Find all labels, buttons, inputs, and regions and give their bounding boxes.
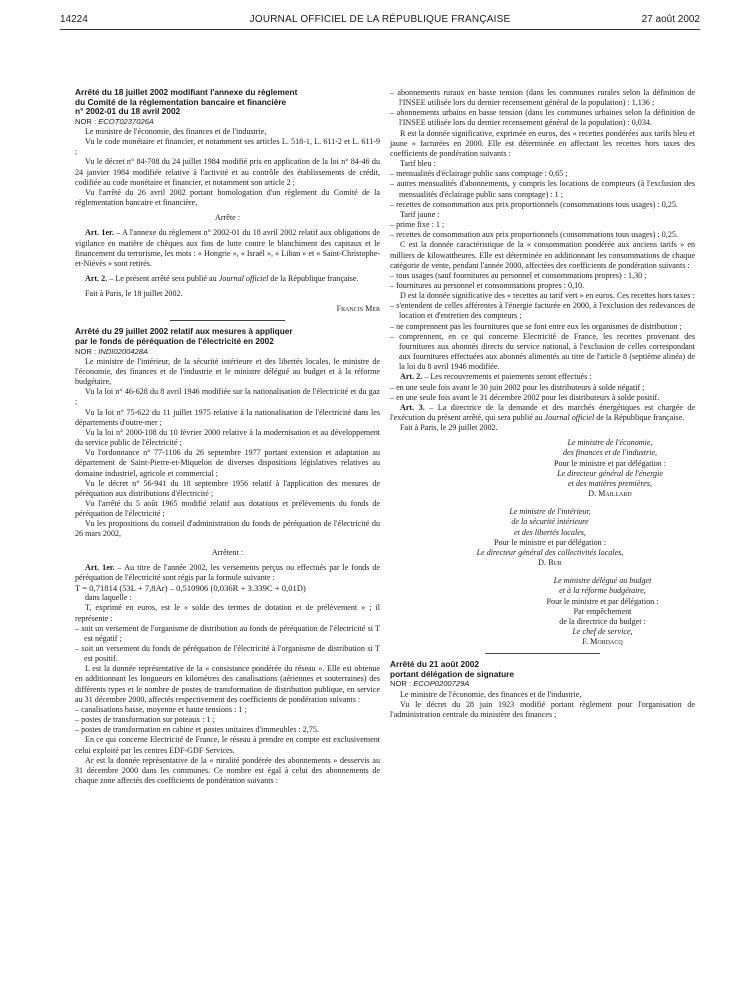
- decree-3: [390, 660, 695, 720]
- journal-title: JOURNAL OFFICIEL DE LA RÉPUBLIQUE FRANÇAISE: [249, 14, 511, 25]
- decree-2-article-3: Art. 3. – La directrice de la demande et des marchés énergétiques est chargée de l'exécution du présent arrêté, qui sera publié au Journal officiel de la République française.: [390, 402, 695, 422]
- decree-2-fait: Fait à Paris, le 29 juillet 2002.: [400, 423, 498, 433]
- article-2-bullet: – en une seule fois avant le 31 décembre 2002 pour les distributeurs à solde positif.: [390, 392, 660, 402]
- decree-2-visa: Vu la loi n° 2000-108 du 10 février 2000 relative à la modernisation et au développement du service public de l'électricité ;: [75, 427, 380, 448]
- decree-1: [75, 88, 380, 314]
- decree-2-visa: Vu les propositions du conseil d'administration du fonds de péréquation de l'électricité du 26 mars 2002,: [75, 519, 380, 539]
- l-definition: L est la donnée représentative de la « consistance pondérée du réseau ». Elle est obtenue en additionnant les longueurs en kilomètres des canalisations (aériennes et souterraines) des différents types et le nombre de postes de transformation de distribution publique, en service au 31 décembre 2000, affectés respectivement des coefficients de pondération suivants :: [75, 664, 380, 704]
- decree-3-title-line-2: portant délégation de signature: [390, 668, 515, 679]
- right-column: [390, 88, 695, 720]
- l-bullet: – canalisations basse, moyenne et haute tensions : 1 ;: [75, 704, 247, 714]
- decree-1-nor: NOR : ECOT0237026A: [75, 116, 154, 126]
- ar-bullet: – abonnements ruraux en basse tension (dans les communes rurales selon la définition de l'INSEE utilisée lors du dernier recensement général de la population) : 1,136 ;: [390, 88, 695, 108]
- decree-1-article-1: Art. 1er. – A l'annexe du règlement n° 2002-01 du 18 avril 2002 relatif aux obligations de vigilance en matière de chèques aux fins de lutte contre le blanchiment des capitaux et le financement du terrorisme, les mots : « Hongrie », « Israël », « Liban » et « Saint-Christophe-et-Niévès » sont retirés.: [75, 228, 380, 268]
- page-header: [60, 14, 700, 28]
- tarif-bleu-bullet: – autres mensualités d'abonnements, y compris les locations de compteurs (à l'exclusion des mensualités d'éclairage public sans comptage) : 1 ;: [390, 179, 695, 199]
- edf-note: En ce qui concerne Electricité de France, le réseau à prendre en compte est exclusivement celui exploité par les centres EDF-GDF Services.: [75, 735, 380, 755]
- decree-2-preamble: Le ministre de l'intérieur, de la sécurité intérieure et des libertés locales, le ministre de l'économie, des finances et de l'industrie et le ministre délégué au budget et à la réforme budgétaire,: [75, 356, 380, 387]
- decree-2-visa: Vu la loi n° 46-628 du 8 avril 1946 modifiée sur la nationalisation de l'électricité et du gaz ;: [75, 387, 380, 407]
- decree-2-title-line-1: Arrêté du 29 juillet 2002 relatif aux mesures à appliquer: [75, 326, 293, 337]
- d-bullet: – s'entendent de celles afférentes à l'énergie facturée en 2000, à l'exclusion des redevances de location et d'entretien des compteurs ;: [390, 301, 695, 321]
- decree-1-title-line-1: Arrêté du 18 juillet 2002 modifiant l'annexe du règlement: [75, 87, 298, 97]
- signature-block-interieur: Le ministre de l'intérieur, de la sécurité intérieure et des libertés locales, Pour le ministre et par délégation : Le directeur général des collectivités locales, D. Bur: [390, 507, 695, 568]
- decree-2-article-1: Art. 1er. – Au titre de l'année 2002, les versements perçus ou effectués par le fonds de péréquation de l'électricité sont régis par la formule suivante :: [75, 562, 380, 582]
- t-bullet: – soit un versement du fonds de péréquation de l'électricité à l'organisme de distribution si T est positif.: [75, 644, 380, 664]
- t-bullet: – soit un versement de l'organisme de distribution au fonds de péréquation de l'électricité si T est négatif ;: [75, 623, 380, 643]
- decree-2-visa: Vu l'ordonnance n° 77-1106 du 26 septembre 1977 portant extension et adaptation au département de Saint-Pierre-et-Miquelon de diverses dispositions législatives relatives au domaine industriel, agricole et commercial ;: [75, 448, 380, 478]
- page-number: 14224: [60, 14, 88, 25]
- decree-1-title-line-2: du Comité de la réglementation bancaire et financière: [75, 96, 287, 107]
- decree-2-arretent: Arrêtent :: [211, 547, 244, 557]
- c-bullet: – fournitures au personnel et consommations propres : 0,10.: [390, 280, 585, 290]
- c-bullet: – tous usages (sauf fournitures au personnel et consommations propres) : 1,30 ;: [390, 270, 647, 280]
- d-definition: D est la donnée significative des « recettes au tarif vert » en euros. Ces recettes hors taxes :: [400, 291, 695, 301]
- decree-2-article-2: Art. 2. – Les recouvrements et paiements seront effectués :: [400, 372, 592, 382]
- decree-3-title-line-1: Arrêté du 21 août 2002: [390, 659, 479, 670]
- separator: [485, 653, 600, 654]
- d-bullet: – ne comprennent pas les fournitures que se font entre eux les organismes de distribution ;: [390, 321, 682, 331]
- ar-bullet: – abonnements urbains en basse tension (dans les communes urbaines selon la définition de l'INSEE utilisée lors du dernier recensement général de la population) : 0,034.: [390, 108, 695, 128]
- article-2-bullet: – en une seule fois avant le 30 juin 2002 pour les distributeurs à solde négatif ;: [390, 382, 645, 392]
- decree-3-visa: Vu le décret du 28 juin 1923 modifié portant règlement pour l'organisation de l'administration centrale du ministère des finances ;: [390, 699, 695, 719]
- decree-1-visa: Vu le décret n° 84-708 du 24 juillet 1984 modifié pris en application de la loi n° 84-46 du 24 janvier 1984 modifiée relative à l'activité et au contrôle des établissements de crédit, codifiée au code monétaire et financier, et notamment son article 2 ;: [75, 157, 380, 187]
- left-column: [75, 88, 380, 786]
- decree-1-article-2: Art. 2. – Le présent arrêté sera publié au Journal officiel de la République française.: [85, 273, 359, 283]
- c-definition: C est la donnée caractéristique de la « consommation pondérée aux anciens tarifs » en milliers de kilowattheures. Elle est déterminée en additionnant les consommations de chaque catégorie de vente, pendant l'année 2000, affectées des coefficients de pondération suivants :: [390, 240, 695, 270]
- signature-mordacq: F. Mordacq: [582, 637, 623, 647]
- signature-block-budget: Le ministre délégué au budget et à la réforme budgétaire, Pour le ministre et par délégation : Par empêchement de la directrice du budget : Le chef de service, F. Mordacq: [390, 576, 695, 647]
- formula-intro: dans laquelle :: [85, 593, 132, 603]
- tarif-bleu-bullet: – recettes de consommation aux prix proportionnels (consommations tous usages) : 0,25.: [390, 199, 678, 209]
- decree-3-nor: NOR : ECOP0200729A: [390, 679, 470, 689]
- t-definition: T, exprimé en euros, est le « solde des termes de dotation et de prélèvement » ; il représente :: [75, 603, 380, 623]
- decree-2: [75, 327, 380, 786]
- tarif-jaune-heading: Tarif jaune :: [400, 209, 440, 219]
- decree-1-title-line-3: n° 2002-01 du 18 avril 2002: [75, 106, 181, 117]
- d-bullet: – comprennent, en ce qui concerne Electricité de France, les recettes provenant des fournitures aux abonnés directs du service national, à l'exclusion de celles correspondant aux fournitures effectuées aux abonnés alimentés au titre de l'article 8 (septième alinéa) de la loi du 8 avril 1946 modifiée.: [390, 331, 695, 372]
- separator: [170, 320, 285, 321]
- decree-1-visa: Vu l'arrêté du 26 avril 2002 portant homologation d'un règlement du Comité de la réglementation bancaire et financière,: [75, 187, 380, 208]
- signature-block-economie: Le ministre de l'économie, des finances et de l'industrie, Pour le ministre et par délégation : Le directeur général de l'énergie et des matières premières, D. Maillard: [390, 438, 695, 499]
- formula: T = 0,71814 (53L + 7,8Ar) – 0,510906 (0,036R + 3.339C + 0,01D): [75, 583, 306, 594]
- decree-2-title-line-2: par le fonds de péréquation de l'électricité en 2002: [75, 336, 274, 347]
- tarif-jaune-bullet: – recettes de consommation aux prix proportionnels (consommations tous usages) : 0,25.: [390, 230, 678, 240]
- decree-2-visa: Vu le décret n° 56-941 du 18 septembre 1956 relatif à l'application des mesures de péréquation aux distributions d'électricité ;: [75, 478, 380, 498]
- tarif-bleu-bullet: – mensualités d'éclairage public sans comptage : 0,65 ;: [390, 169, 568, 179]
- decree-1-preamble: Le ministre de l'économie, des finances et de l'industrie,: [85, 126, 267, 136]
- decree-2-nor: NOR : INDI0200428A: [75, 346, 149, 356]
- issue-date: 27 août 2002: [641, 14, 700, 25]
- ar-definition: Ar est la donnée représentative de la « ruralité pondérée des abonnements » desservis au 31 décembre 2000 dans les communes. Ce nombre est égal à celui des abonnements de chaque zone affectés des coefficients de pondération suivants :: [75, 755, 380, 786]
- header-rule: [60, 29, 700, 30]
- l-bullet: – postes de transformation en cabine et postes unitaires d'immeubles : 2,75.: [75, 725, 319, 735]
- decree-2-visa: Vu l'arrêté du 5 août 1965 modifié relatif aux dotations et prélèvements du fonds de péréquation de l'électricité ;: [75, 498, 380, 519]
- l-bullet: – postes de transformation sur poteaux : 1 ;: [75, 715, 215, 725]
- tarif-jaune-bullet: – prime fixe : 1 ;: [390, 220, 445, 230]
- decree-1-arrete: Arrête :: [215, 213, 240, 223]
- signature-bur: D. Bur: [538, 558, 562, 568]
- signature-maillard: D. Maillard: [588, 489, 632, 499]
- tarif-bleu-heading: Tarif bleu :: [400, 159, 436, 169]
- decree-1-fait: Fait à Paris, le 18 juillet 2002.: [85, 289, 183, 299]
- decree-2-visa: Vu la loi n° 75-622 du 11 juillet 1975 relative à la nationalisation de l'électricité dans les départements d'outre-mer ;: [75, 407, 380, 427]
- decree-1-signature: Francis Mer: [336, 304, 380, 314]
- decree-3-preamble: Le ministre de l'économie, des finances et de l'industrie,: [400, 689, 582, 699]
- decree-1-visa: Vu le code monétaire et financier, et notamment ses articles L. 518-1, L. 611-2 et L. 611-9 ;: [75, 137, 380, 157]
- r-definition: R est la donnée significative, exprimée en euros, des « recettes pondérées aux tarifs bleu et jaune » facturées en 2000. Elle est déterminée en affectant les recettes hors taxes des coefficients de pondération suivants :: [390, 128, 695, 158]
